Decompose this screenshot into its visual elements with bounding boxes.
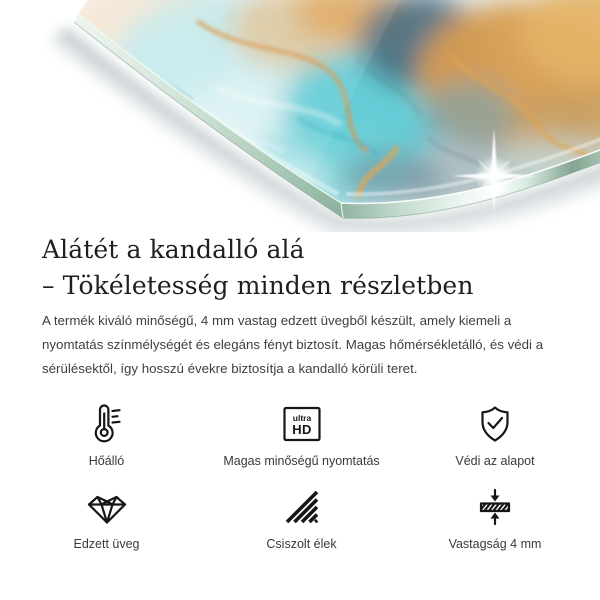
hero-product-image	[0, 0, 600, 232]
feature-protects-base	[390, 402, 600, 469]
ultra-hd-badge-top: ultra	[292, 413, 311, 423]
feature-heat-resistant	[0, 402, 213, 469]
glass-panel-photo	[0, 0, 600, 232]
feature-thickness	[390, 485, 600, 552]
feature-grid	[0, 402, 600, 552]
page-title-line2: – Tökéletesség minden részletben	[42, 271, 474, 300]
feature-label: Védi az alapot	[455, 454, 535, 468]
feature-label: Magas minőségű nyomtatás	[223, 454, 380, 468]
thickness-arrows-icon	[473, 485, 517, 529]
ultra-hd-badge-bottom: HD	[291, 422, 312, 437]
feature-polished-edges	[213, 485, 390, 552]
feature-label: Csiszolt élek	[266, 537, 337, 551]
thermometer-icon	[85, 402, 129, 446]
product-description: A termék kiváló minőségű, 4 mm vastag edzett üvegből készült, amely kiemeli a nyomtatás színmélységét és elegáns fényt biztosít. Magas hőmérsékletálló, és védi a sérülésektől, így hosszú évekre biztosítja a kandalló körüli teret.	[42, 313, 544, 376]
feature-tempered-glass	[0, 485, 213, 552]
feature-label: Hőálló	[88, 454, 125, 468]
polished-edges-icon	[280, 485, 324, 529]
feature-print-quality	[213, 402, 390, 469]
page-title-line1: Alátét a kandalló alá	[42, 235, 305, 264]
page-title	[42, 232, 474, 304]
diamond-icon	[85, 485, 129, 529]
shield-check-icon	[473, 402, 517, 446]
feature-label: Vastagság 4 mm	[448, 537, 542, 551]
ultra-hd-icon	[280, 402, 324, 446]
feature-label: Edzett üveg	[73, 537, 140, 551]
